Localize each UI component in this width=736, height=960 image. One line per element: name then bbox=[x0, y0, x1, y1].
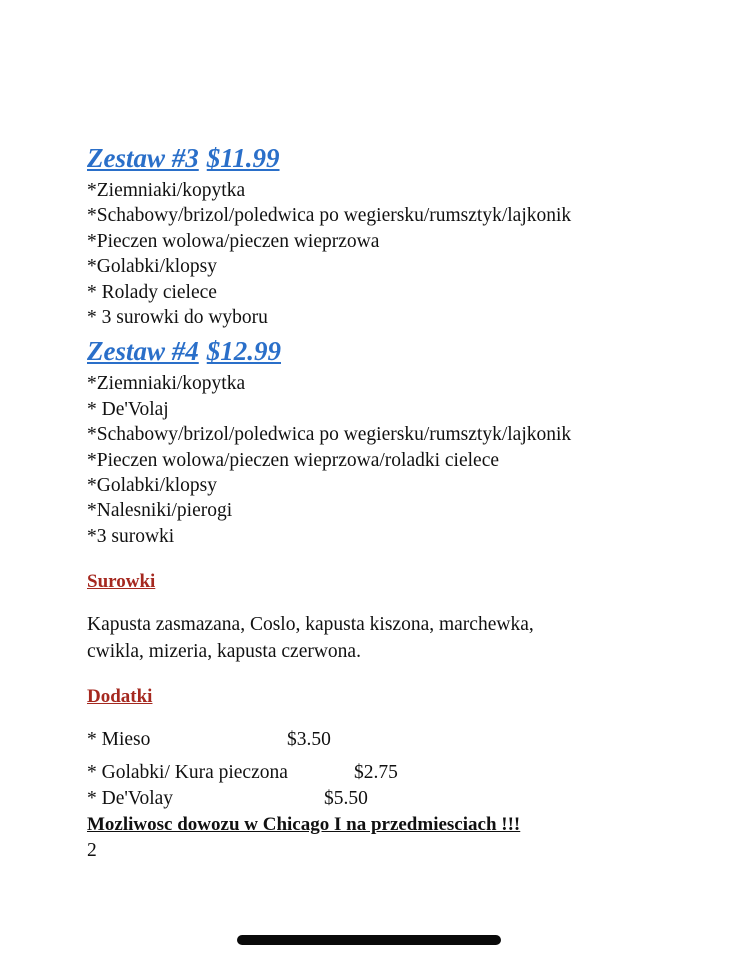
set3-price: $11.99 bbox=[206, 143, 280, 173]
surowki-text bbox=[87, 611, 707, 665]
addon-price: $5.50 bbox=[324, 788, 368, 810]
addon-name: * De'Volay bbox=[87, 788, 174, 810]
list-item: * 3 surowki do wyboru bbox=[87, 307, 268, 329]
list-item: *Pieczen wolowa/pieczen wieprzowa bbox=[87, 230, 380, 252]
addon-price: $3.50 bbox=[287, 729, 331, 751]
list-item: *Schabowy/brizol/poledwica po wegiersku/rumsztyk/lajkonik bbox=[87, 424, 572, 446]
dodatki-heading: Dodatki bbox=[87, 686, 153, 708]
set4-label: Zestaw #4 bbox=[87, 336, 199, 367]
surowki-line: cwikla, mizeria, kapusta czerwona. bbox=[87, 641, 361, 663]
list-item: * Rolady cielece bbox=[87, 281, 217, 303]
list-item: *Ziemniaki/kopytka bbox=[87, 373, 246, 395]
list-item: *3 surowki bbox=[87, 525, 175, 547]
addon-item bbox=[87, 727, 707, 753]
set3-heading bbox=[87, 140, 707, 176]
dodatki-list bbox=[87, 727, 707, 812]
home-indicator-bar[interactable] bbox=[237, 935, 501, 945]
page-number: 2 bbox=[87, 840, 97, 862]
set3-list bbox=[87, 178, 707, 330]
addon-item bbox=[87, 760, 707, 786]
list-item: *Nalesniki/pierogi bbox=[87, 500, 233, 522]
set4-list bbox=[87, 371, 707, 549]
set4-price: $12.99 bbox=[206, 336, 281, 367]
menu-page bbox=[87, 140, 707, 864]
list-item: *Golabki/klopsy bbox=[87, 475, 217, 497]
list-item: *Schabowy/brizol/poledwica po wegiersku/rumsztyk/lajkonik bbox=[87, 205, 572, 227]
addon-item bbox=[87, 786, 707, 812]
list-item: *Golabki/klopsy bbox=[87, 256, 217, 278]
list-item: * De'Volaj bbox=[87, 398, 169, 420]
surowki-line: Kapusta zasmazana, Coslo, kapusta kiszona, marchewka, bbox=[87, 614, 534, 636]
list-item: *Pieczen wolowa/pieczen wieprzowa/roladki cielece bbox=[87, 449, 500, 471]
addon-name: * Golabki/ Kura pieczona bbox=[87, 762, 288, 784]
delivery-notice: Mozliwosc dowozu w Chicago I na przedmiesciach !!! bbox=[87, 814, 521, 836]
list-item: *Ziemniaki/kopytka bbox=[87, 180, 246, 201]
addon-price: $2.75 bbox=[354, 762, 398, 784]
set3-label: Zestaw #3 bbox=[87, 143, 199, 173]
surowki-heading: Surowki bbox=[87, 571, 156, 593]
addon-name: * Mieso bbox=[87, 729, 151, 751]
set4-heading bbox=[87, 333, 707, 369]
